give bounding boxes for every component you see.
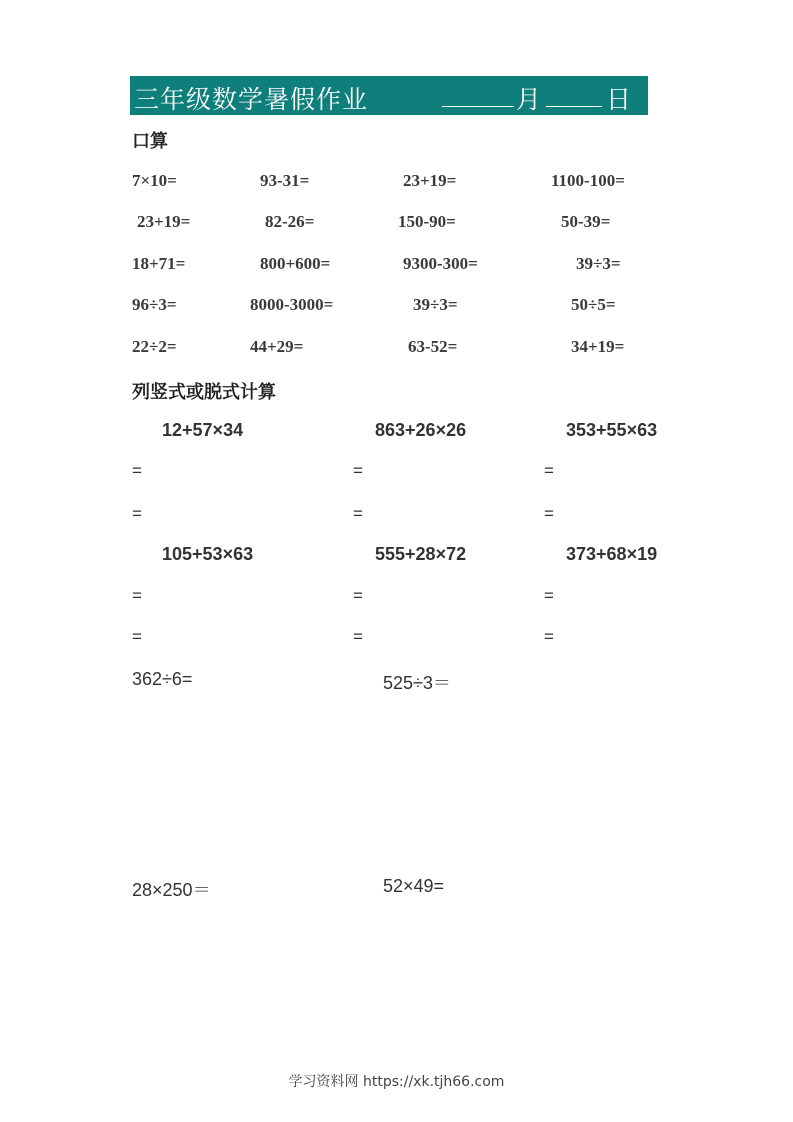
multiplication-problem: 28×250＝ bbox=[132, 880, 211, 900]
oral-problem: 18+71= bbox=[132, 254, 186, 273]
month-blank-line bbox=[442, 106, 514, 107]
oral-problem: 9300-300= bbox=[403, 254, 478, 273]
equals-sign: = bbox=[544, 627, 554, 646]
title-banner bbox=[130, 76, 648, 115]
page-title: 三年级数学暑假作业 bbox=[134, 85, 369, 114]
equals-sign: = bbox=[132, 461, 142, 480]
oral-problem: 39÷3= bbox=[413, 295, 458, 314]
equals-sign: = bbox=[544, 504, 554, 523]
equals-sign: = bbox=[353, 461, 363, 480]
written-section-heading: 列竖式或脱式计算 bbox=[132, 382, 276, 403]
oral-problem: 44+29= bbox=[250, 337, 304, 356]
written-problem: 12+57×34 bbox=[162, 420, 244, 440]
equals-sign: = bbox=[132, 504, 142, 523]
footer-watermark: 学习资料网 https://xk.tjh66.com bbox=[288, 1074, 505, 1090]
multiplication-problem: 52×49= bbox=[383, 876, 445, 896]
oral-problem: 23+19= bbox=[137, 212, 191, 231]
day-blank-line bbox=[546, 106, 602, 107]
oral-section-heading: 口算 bbox=[132, 131, 168, 152]
equals-sign: = bbox=[544, 586, 554, 605]
oral-problem: 800+600= bbox=[260, 254, 331, 273]
written-problem: 373+68×19 bbox=[566, 544, 658, 564]
oral-problem: 93-31= bbox=[260, 171, 310, 190]
oral-problem: 96÷3= bbox=[132, 295, 177, 314]
oral-problem: 150-90= bbox=[398, 212, 456, 231]
oral-problem: 8000-3000= bbox=[250, 295, 334, 314]
equals-sign: = bbox=[132, 627, 142, 646]
written-problem: 353+55×63 bbox=[566, 420, 658, 440]
oral-problem: 7×10= bbox=[132, 171, 177, 190]
written-problem: 105+53×63 bbox=[162, 544, 254, 564]
equals-sign: = bbox=[353, 504, 363, 523]
equals-sign: = bbox=[353, 627, 363, 646]
equals-sign: = bbox=[132, 586, 142, 605]
day-label: 日 bbox=[606, 85, 632, 114]
equals-sign: = bbox=[353, 586, 363, 605]
oral-problem: 63-52= bbox=[408, 337, 458, 356]
month-label: 月 bbox=[516, 85, 542, 114]
oral-problem: 23+19= bbox=[403, 171, 457, 190]
equals-sign: = bbox=[544, 461, 554, 480]
oral-problem: 22÷2= bbox=[132, 337, 177, 356]
written-problem: 555+28×72 bbox=[375, 544, 467, 564]
oral-problem: 50÷5= bbox=[571, 295, 616, 314]
written-problem: 863+26×26 bbox=[375, 420, 467, 440]
oral-problem: 82-26= bbox=[265, 212, 315, 231]
division-problem: 525÷3＝ bbox=[383, 673, 451, 693]
oral-problem: 50-39= bbox=[561, 212, 611, 231]
oral-problem: 39÷3= bbox=[576, 254, 621, 273]
oral-problem: 34+19= bbox=[571, 337, 625, 356]
oral-problem: 1100-100= bbox=[551, 171, 625, 190]
division-problem: 362÷6= bbox=[132, 669, 193, 689]
